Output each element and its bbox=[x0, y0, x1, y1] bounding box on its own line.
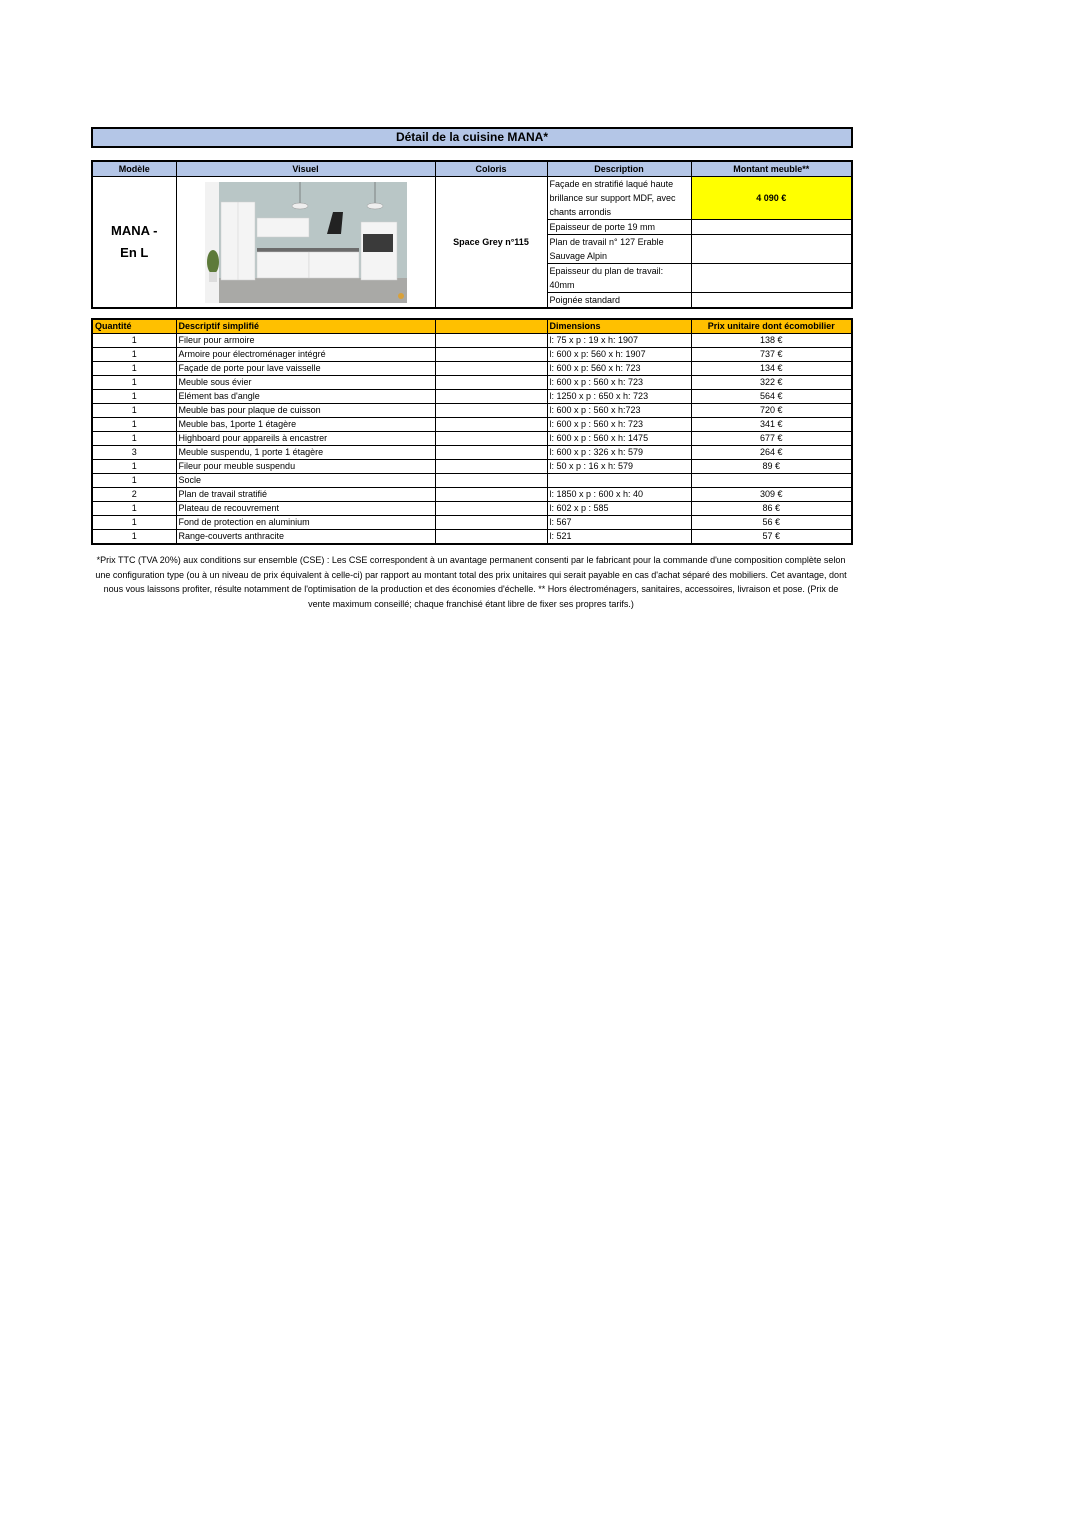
table-row bbox=[92, 334, 852, 348]
item-description: Façade de porte pour lave vaisselle bbox=[176, 362, 435, 376]
item-dimensions: l: 600 x p : 560 x h: 1475 bbox=[547, 432, 691, 446]
table-row bbox=[92, 418, 852, 432]
table-row bbox=[92, 474, 852, 488]
table-row bbox=[92, 432, 852, 446]
table-row bbox=[92, 390, 852, 404]
item-empty bbox=[435, 418, 547, 432]
item-dimensions: l: 602 x p : 585 bbox=[547, 502, 691, 516]
item-price: 564 € bbox=[691, 390, 852, 404]
item-empty bbox=[435, 530, 547, 545]
item-quantity: 1 bbox=[92, 376, 176, 390]
item-description: Meuble suspendu, 1 porte 1 étagère bbox=[176, 446, 435, 460]
item-dimensions: l: 567 bbox=[547, 516, 691, 530]
item-empty bbox=[435, 376, 547, 390]
table-row bbox=[92, 502, 852, 516]
empty-cell bbox=[691, 235, 852, 264]
item-dimensions: l: 75 x p : 19 x h: 1907 bbox=[547, 334, 691, 348]
table-row bbox=[92, 404, 852, 418]
price-value: 4 090 € bbox=[691, 177, 852, 220]
empty-cell bbox=[691, 220, 852, 235]
kitchen-image bbox=[205, 182, 407, 303]
empty-cell bbox=[691, 264, 852, 293]
item-empty bbox=[435, 362, 547, 376]
item-price: 737 € bbox=[691, 348, 852, 362]
item-description: Elément bas d'angle bbox=[176, 390, 435, 404]
item-empty bbox=[435, 460, 547, 474]
description-1: Façade en stratifié laqué haute brillance sur support MDF, avec chants arrondis bbox=[547, 177, 691, 220]
item-dimensions: l: 50 x p : 16 x h: 579 bbox=[547, 460, 691, 474]
model-name bbox=[92, 177, 176, 309]
item-description: Fileur pour meuble suspendu bbox=[176, 460, 435, 474]
item-empty bbox=[435, 390, 547, 404]
items-header-row bbox=[92, 319, 852, 334]
header-empty bbox=[435, 319, 547, 334]
item-empty bbox=[435, 502, 547, 516]
item-dimensions: l: 1250 x p : 650 x h: 723 bbox=[547, 390, 691, 404]
item-dimensions: l: 600 x p: 560 x h: 723 bbox=[547, 362, 691, 376]
item-price: 341 € bbox=[691, 418, 852, 432]
item-description: Meuble bas pour plaque de cuisson bbox=[176, 404, 435, 418]
item-quantity: 1 bbox=[92, 404, 176, 418]
table-row bbox=[92, 376, 852, 390]
item-price: 86 € bbox=[691, 502, 852, 516]
table-row bbox=[92, 516, 852, 530]
item-quantity: 1 bbox=[92, 516, 176, 530]
item-dimensions: l: 600 x p : 560 x h: 723 bbox=[547, 376, 691, 390]
item-quantity: 1 bbox=[92, 460, 176, 474]
item-description: Highboard pour appareils à encastrer bbox=[176, 432, 435, 446]
model-line-1: MANA - bbox=[111, 223, 158, 238]
footnote: *Prix TTC (TVA 20%) aux conditions sur ensemble (CSE) : Les CSE correspondent à un avantage permanent consenti par le fabricant pour la commande d'une composition complète selon une configuration type (ou à un niveau de prix équivalent à celle-ci) par rapport au montant total des prix unitaires qui serait payable en cas d'achat séparé des mobiliers. Cet avantage, dont nous vous laissons profiter, résulte notamment de l'optimisation de la production et des économies d'échelle. ** Hors électroménagers, sanitaires, accessoires, livraison et pose. (Prix de vente maximum conseillé; chaque franchisé étant libre de fixer ses propres tarifs.) bbox=[95, 555, 847, 609]
table-row bbox=[92, 488, 852, 502]
item-price bbox=[691, 474, 852, 488]
item-quantity: 1 bbox=[92, 334, 176, 348]
header-visuel: Visuel bbox=[176, 161, 435, 177]
item-quantity: 1 bbox=[92, 474, 176, 488]
items-table bbox=[91, 318, 853, 545]
description-5: Poignée standard bbox=[547, 293, 691, 309]
description-3: Plan de travail n° 127 Erable Sauvage Alpin bbox=[547, 235, 691, 264]
item-quantity: 1 bbox=[92, 390, 176, 404]
empty-cell bbox=[691, 293, 852, 309]
header-prix: Prix unitaire dont écomobilier bbox=[691, 319, 852, 334]
page-title: Détail de la cuisine MANA* bbox=[91, 127, 853, 148]
kitchen-summary-table bbox=[91, 160, 853, 309]
item-description: Range-couverts anthracite bbox=[176, 530, 435, 545]
item-quantity: 1 bbox=[92, 530, 176, 545]
item-empty bbox=[435, 404, 547, 418]
item-description: Plateau de recouvrement bbox=[176, 502, 435, 516]
header-montant: Montant meuble** bbox=[691, 161, 852, 177]
item-dimensions: l: 521 bbox=[547, 530, 691, 545]
item-price: 720 € bbox=[691, 404, 852, 418]
summary-header-row bbox=[92, 161, 852, 177]
item-quantity: 2 bbox=[92, 488, 176, 502]
item-quantity: 1 bbox=[92, 362, 176, 376]
header-descriptif: Descriptif simplifié bbox=[176, 319, 435, 334]
description-2: Epaisseur de porte 19 mm bbox=[547, 220, 691, 235]
item-quantity: 1 bbox=[92, 348, 176, 362]
description-4: Epaisseur du plan de travail: 40mm bbox=[547, 264, 691, 293]
header-modele: Modèle bbox=[92, 161, 176, 177]
item-empty bbox=[435, 446, 547, 460]
item-empty bbox=[435, 348, 547, 362]
table-row bbox=[92, 362, 852, 376]
item-quantity: 1 bbox=[92, 502, 176, 516]
item-dimensions bbox=[547, 474, 691, 488]
item-price: 134 € bbox=[691, 362, 852, 376]
item-quantity: 1 bbox=[92, 418, 176, 432]
kitchen-visual bbox=[176, 177, 435, 309]
item-empty bbox=[435, 516, 547, 530]
model-line-2: En L bbox=[120, 245, 149, 260]
item-empty bbox=[435, 474, 547, 488]
item-description: Fileur pour armoire bbox=[176, 334, 435, 348]
item-description: Fond de protection en aluminium bbox=[176, 516, 435, 530]
item-empty bbox=[435, 488, 547, 502]
header-quantite: Quantité bbox=[92, 319, 176, 334]
item-dimensions: l: 600 x p : 560 x h:723 bbox=[547, 404, 691, 418]
table-row bbox=[92, 348, 852, 362]
item-price: 322 € bbox=[691, 376, 852, 390]
item-empty bbox=[435, 432, 547, 446]
item-description: Armoire pour électroménager intégré bbox=[176, 348, 435, 362]
item-price: 264 € bbox=[691, 446, 852, 460]
coloris-value: Space Grey n°115 bbox=[435, 177, 547, 309]
item-price: 57 € bbox=[691, 530, 852, 545]
header-dimensions: Dimensions bbox=[547, 319, 691, 334]
table-row bbox=[92, 530, 852, 545]
item-price: 89 € bbox=[691, 460, 852, 474]
item-empty bbox=[435, 334, 547, 348]
item-price: 677 € bbox=[691, 432, 852, 446]
header-coloris: Coloris bbox=[435, 161, 547, 177]
table-row bbox=[92, 446, 852, 460]
item-dimensions: l: 600 x p : 326 x h: 579 bbox=[547, 446, 691, 460]
item-description: Socle bbox=[176, 474, 435, 488]
item-description: Plan de travail stratifié bbox=[176, 488, 435, 502]
item-quantity: 3 bbox=[92, 446, 176, 460]
item-dimensions: l: 600 x p: 560 x h: 1907 bbox=[547, 348, 691, 362]
item-description: Meuble bas, 1porte 1 étagère bbox=[176, 418, 435, 432]
table-row bbox=[92, 460, 852, 474]
item-price: 309 € bbox=[691, 488, 852, 502]
item-quantity: 1 bbox=[92, 432, 176, 446]
item-description: Meuble sous évier bbox=[176, 376, 435, 390]
item-price: 56 € bbox=[691, 516, 852, 530]
header-description: Description bbox=[547, 161, 691, 177]
item-dimensions: l: 600 x p : 560 x h: 723 bbox=[547, 418, 691, 432]
item-price: 138 € bbox=[691, 334, 852, 348]
item-dimensions: l: 1850 x p : 600 x h: 40 bbox=[547, 488, 691, 502]
